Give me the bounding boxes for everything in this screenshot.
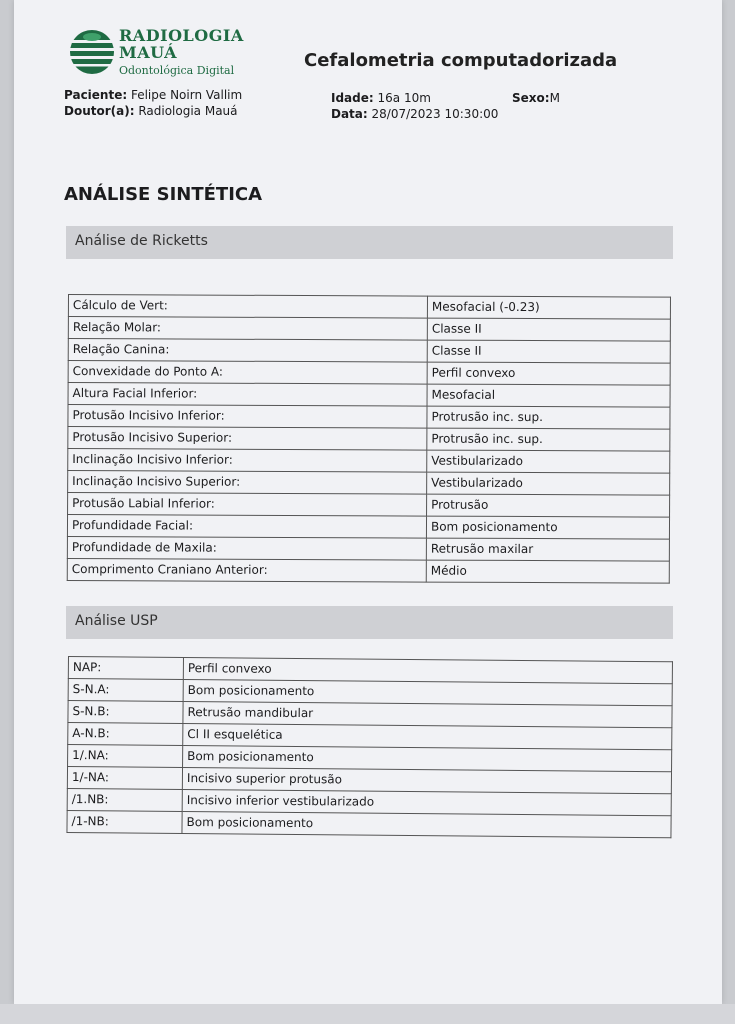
row-label: Protusão Incisivo Inferior: <box>68 405 427 429</box>
row-value: Perfil convexo <box>183 658 672 684</box>
row-label: 1/-NA: <box>67 767 182 790</box>
exam-date <box>331 107 498 121</box>
row-label: 1/.NA: <box>68 745 183 768</box>
table-row <box>67 810 671 837</box>
row-label: /1-NB: <box>67 810 182 833</box>
table-row <box>68 361 670 386</box>
age-label: Idade: <box>331 91 374 105</box>
row-label: Convexidade do Ponto A: <box>68 361 427 385</box>
usp-table <box>66 656 673 838</box>
row-label: Protusão Incisivo Superior: <box>68 427 427 451</box>
logo-subtitle: Odontológica Digital <box>119 64 235 77</box>
table-row <box>68 383 670 408</box>
row-label: Altura Facial Inferior: <box>68 383 427 407</box>
row-value: Retrusão maxilar <box>426 538 669 561</box>
logo-globe-icon <box>68 28 116 76</box>
report-page <box>14 0 722 1004</box>
patient-age <box>331 91 431 105</box>
row-value: Perfil convexo <box>427 362 670 385</box>
table-row <box>68 295 670 320</box>
logo-name-line1: RADIOLOGIA <box>119 26 244 45</box>
row-label: Comprimento Craniano Anterior: <box>67 558 426 582</box>
row-label: /1.NB: <box>67 788 182 811</box>
row-value: Protrusão inc. sup. <box>427 428 670 451</box>
ricketts-table <box>67 294 671 584</box>
page-edge-shadow <box>0 1004 735 1024</box>
table-row <box>68 405 670 430</box>
ricketts-title: Análise de Ricketts <box>75 233 208 249</box>
table-row <box>68 471 670 496</box>
row-label: Inclinação Incisivo Superior: <box>68 471 427 495</box>
row-label: Profundidade Facial: <box>67 515 426 539</box>
row-value: Mesofacial (-0.23) <box>427 296 670 319</box>
patient-sex <box>512 91 560 105</box>
logo-name-line2: MAUÁ <box>119 43 177 62</box>
table-row <box>67 558 669 583</box>
row-label: Relação Canina: <box>68 339 427 363</box>
ricketts-header <box>66 226 673 259</box>
row-value: Médio <box>426 560 669 583</box>
row-label: A-N.B: <box>68 723 183 746</box>
row-value: Bom posicionamento <box>183 746 672 772</box>
usp-header <box>66 606 673 639</box>
doctor-label: Doutor(a): <box>64 104 135 118</box>
row-value: Incisivo superior protusão <box>182 768 671 794</box>
row-value: Protrusão inc. sup. <box>427 406 670 429</box>
row-value: Cl II esquelética <box>183 724 672 750</box>
row-value: Bom posicionamento <box>426 516 669 539</box>
row-label: S-N.B: <box>68 701 183 724</box>
row-value: Mesofacial <box>427 384 670 407</box>
patient-value: Felipe Noirn Vallim <box>127 88 243 102</box>
row-label: Protusão Labial Inferior: <box>68 493 427 517</box>
patient-label: Paciente: <box>64 88 128 102</box>
table-row <box>68 427 670 452</box>
table-row <box>68 493 670 518</box>
row-value: Classe II <box>427 340 670 363</box>
row-value: Bom posicionamento <box>182 812 671 838</box>
row-label: Cálculo de Vert: <box>68 295 427 319</box>
sex-value: M <box>549 91 560 105</box>
section-title: ANÁLISE SINTÉTICA <box>64 184 263 205</box>
patient-name <box>64 88 242 102</box>
doctor-name <box>64 104 238 118</box>
age-value: 16a 10m <box>373 91 431 105</box>
date-label: Data: <box>331 107 368 121</box>
table-row <box>68 449 670 474</box>
document-title: Cefalometria computadorizada <box>304 50 618 71</box>
table-row <box>68 317 670 342</box>
table-row <box>67 515 669 540</box>
row-label: Relação Molar: <box>68 317 427 341</box>
row-value: Vestibularizado <box>427 472 670 495</box>
row-label: S-N.A: <box>68 679 183 702</box>
row-label: NAP: <box>68 657 183 680</box>
row-value: Protrusão <box>427 494 670 517</box>
usp-title: Análise USP <box>75 613 158 629</box>
row-label: Profundidade de Maxila: <box>67 536 426 560</box>
table-row <box>67 536 669 561</box>
sex-label: Sexo: <box>512 91 550 105</box>
clinic-logo <box>68 26 258 80</box>
row-value: Vestibularizado <box>427 450 670 473</box>
date-value: 28/07/2023 10:30:00 <box>367 107 499 121</box>
row-value: Retrusão mandibular <box>183 702 672 728</box>
row-value: Incisivo inferior vestibularizado <box>182 790 671 816</box>
row-label: Inclinação Incisivo Inferior: <box>68 449 427 473</box>
row-value: Bom posicionamento <box>183 680 672 706</box>
row-value: Classe II <box>427 318 670 341</box>
table-row <box>68 339 670 364</box>
doctor-value: Radiologia Mauá <box>134 104 238 118</box>
